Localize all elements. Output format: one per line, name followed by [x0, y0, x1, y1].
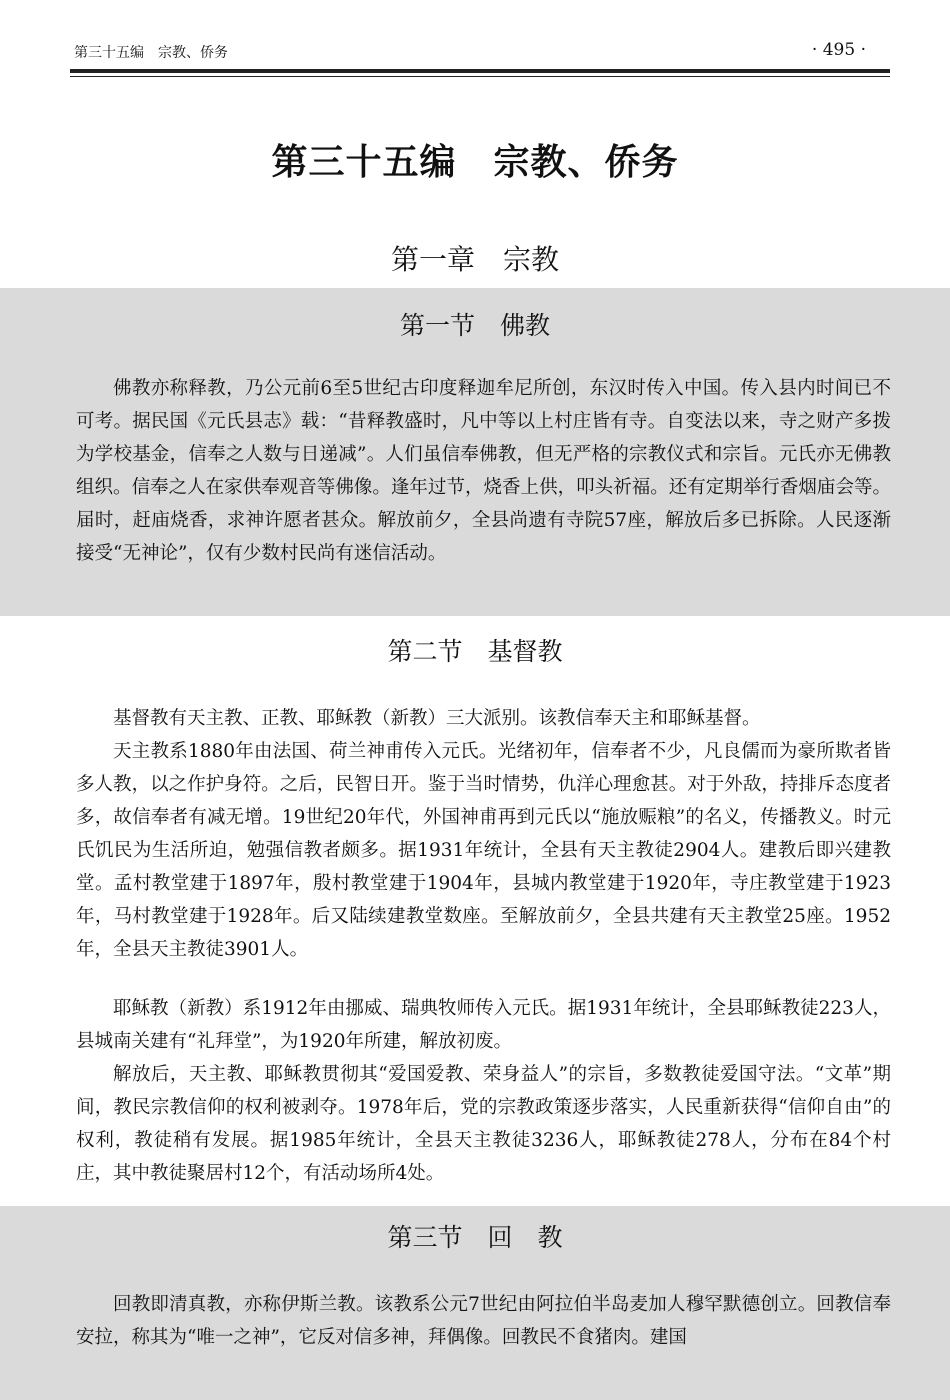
- page-number: · 495 ·: [811, 40, 866, 60]
- header-rule-thin: [70, 76, 890, 77]
- paragraph: 回教即清真教，亦称伊斯兰教。该教系公元7世纪由阿拉伯半岛麦加人穆罕默德创立。回教信奉安拉，称其为“唯一之神”，它反对信多神，拜偶像。回教民不食猪肉。建国: [76, 1294, 891, 1348]
- header-rule-thick: [70, 69, 890, 73]
- paragraph: 耶稣教（新教）系1912年由挪威、瑞典牧师传入元氏。据1931年统计，全县耶稣教徒223人，县城南关建有“礼拜堂”，为1920年所建，解放初废。: [76, 998, 891, 1052]
- part-title: 第三十五编 宗教、侨务: [271, 141, 679, 183]
- paragraph: 解放后，天主教、耶稣教贯彻其“爱国爱教、荣身益人”的宗旨，多数教徒爱国守法。“文革”期间，教民宗教信仰的权利被剥夺。1978年后，党的宗教政策逐步落实，人民重新获得“信仰自由”的权利，教徒稍有发展。据1985年统计，全县天主教徒3236人，耶稣教徒278人，分布在84个村庄，其中教徒聚居村12个，有活动场所4处。: [76, 1064, 891, 1184]
- section-title-christianity: 第二节 基督教: [387, 637, 563, 666]
- section-title-buddhism: 第一节 佛教: [399, 311, 550, 340]
- chapter-title: 第一章 宗教: [390, 243, 559, 276]
- paragraph: 基督教有天主教、正教、耶稣教（新教）三大派别。该教信奉天主和耶稣基督。: [113, 708, 761, 729]
- section-title-islam: 第三节 回 教: [387, 1223, 563, 1252]
- paragraph: 佛教亦称释教，乃公元前6至5世纪古印度释迦牟尼所创，东汉时传入中国。传入县内时间已不可考。据民国《元氏县志》载：“昔释教盛时，凡中等以上村庄皆有寺。自变法以来，寺之财产多拨为学校基金，信奉之人数与日递减”。人们虽信奉佛教，但无严格的宗教仪式和宗旨。元氏亦无佛教组织。信奉之人在家供奉观音等佛像。逢年过节，烧香上供，叩头祈福。还有定期举行香烟庙会等。届时，赶庙烧香，求神许愿者甚众。解放前夕，全县尚遗有寺院57座，解放后多已拆除。人民逐渐接受“无神论”，仅有少数村民尚有迷信活动。: [76, 378, 891, 564]
- paragraph: 天主教系1880年由法国、荷兰神甫传入元氏。光绪初年，信奉者不少，凡良儒而为豪所欺者皆多人教，以之作护身符。之后，民智日开。鉴于当时情势，仇洋心理愈甚。对于外敌，持排斥态度者多，故信奉者有减无增。19世纪20年代，外国神甫再到元氏以“施放赈粮”的名义，传播教义。时元氏饥民为生活所迫，勉强信教者颇多。据1931年统计，全县有天主教徒2904人。建教后即兴建教堂。孟村教堂建于1897年，殷村教堂建于1904年，县城内教堂建于1920年，寺庄教堂建于1923年，马村教堂建于1928年。后又陆续建教堂数座。至解放前夕，全县共建有天主教堂25座。1952年，全县天主教徒3901人。: [76, 741, 891, 960]
- running-header-title: 第三十五编 宗教、侨务: [74, 45, 228, 61]
